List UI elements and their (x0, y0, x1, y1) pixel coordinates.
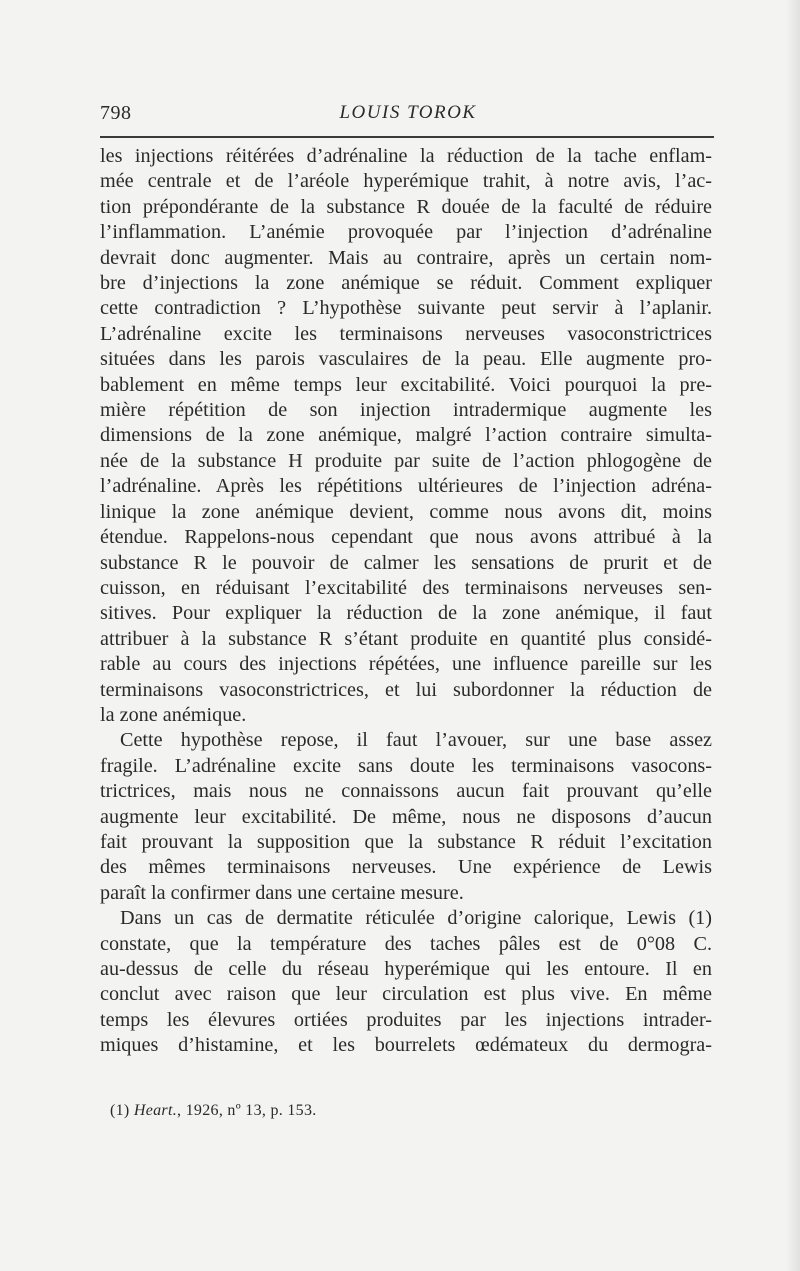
text-line: situées dans les parois vasculaires de la peau. Elle augmente pro- (100, 348, 712, 371)
text-line: trictrices, mais nous ne connaissons aucun fait prouvant qu’elle (100, 780, 712, 803)
running-head-author: LOUIS TOROK (339, 102, 477, 123)
running-head (100, 100, 716, 130)
text-line: devrait donc augmenter. Mais au contraire, après un certain nom- (100, 246, 712, 269)
text-line: sitives. Pour expliquer la réduction de la zone anémique, il faut (100, 602, 712, 625)
text-line: étendue. Rappelons-nous cependant que nous avons attribué à la (100, 526, 712, 549)
text-line: bre d’injections la zone anémique se réduit. Comment expliquer (100, 272, 712, 295)
text-line: paraît la confirmer dans une certaine mesure. (100, 881, 464, 904)
text-line: fait prouvant la supposition que la substance R réduit l’excitation (100, 830, 712, 853)
footnote-marker: (1) (110, 1102, 130, 1119)
text-line: L’adrénaline excite les terminaisons nerveuses vasoconstrictrices (100, 322, 712, 345)
text-line: linique la zone anémique devient, comme nous avons dit, moins (100, 500, 712, 523)
text-line: née de la substance H produite par suite de l’action phlogogène de (100, 449, 712, 472)
text-line: fragile. L’adrénaline excite sans doute les terminaisons vasocons- (100, 754, 712, 777)
text-line: miques d’histamine, et les bourrelets œdémateux du dermogra- (100, 1034, 712, 1057)
text-line: mée centrale et de l’aréole hyperémique trahit, à notre avis, l’ac- (100, 170, 712, 193)
text-line: cuisson, en réduisant l’excitabilité des terminaisons nerveuses sen- (100, 576, 712, 599)
text-line: la zone anémique. (100, 703, 247, 726)
footnote-citation: , 1926, nº 13, p. 153. (177, 1102, 317, 1119)
text-line: des mêmes terminaisons nerveuses. Une expérience de Lewis (100, 856, 712, 879)
text-line: attribuer à la substance R s’étant produite en quantité plus considé- (100, 627, 712, 650)
text-line: dimensions de la zone anémique, malgré l’action contraire simulta- (100, 424, 712, 447)
page-number: 798 (100, 102, 132, 124)
text-line: rable au cours des injections répétées, une influence pareille sur les (100, 653, 712, 676)
footnote (110, 1102, 317, 1120)
text-line: substance R le pouvoir de calmer les sensations de prurit et de (100, 551, 712, 574)
text-line: l’inflammation. L’anémie provoquée par l’injection d’adrénaline (100, 221, 712, 244)
text-line: l’adrénaline. Après les répétitions ultérieures de l’injection adréna- (100, 475, 712, 498)
text-line: augmente leur excitabilité. De même, nous ne disposons d’aucun (100, 805, 712, 828)
text-line: bablement en même temps leur excitabilité. Voici pourquoi la pre- (100, 373, 712, 396)
text-line: temps les élevures ortiées produites par les injections intrader- (100, 1008, 712, 1031)
text-line: conclut avec raison que leur circulation est plus vive. En même (100, 983, 712, 1006)
text-line: constate, que la température des taches pâles est de 0°08 C. (100, 932, 712, 955)
text-line: cette contradiction ? L’hypothèse suivante peut servir à l’aplanir. (100, 297, 712, 320)
text-line: Cette hypothèse repose, il faut l’avouer, sur une base assez (120, 729, 712, 752)
text-line: Dans un cas de dermatite réticulée d’origine calorique, Lewis (1) (120, 907, 712, 930)
page-edge-shadow (786, 0, 800, 1271)
footnote-journal: Heart. (133, 1102, 178, 1119)
text-line: mière répétition de son injection intradermique augmente les (100, 399, 712, 422)
header-rule (100, 136, 714, 138)
text-line: les injections réitérées d’adrénaline la réduction de la tache enflam- (100, 145, 712, 167)
text-line: tion prépondérante de la substance R douée de la faculté de réduire (100, 195, 712, 218)
text-line: terminaisons vasoconstrictrices, et lui subordonner la réduction de (100, 678, 712, 701)
body-text (100, 144, 712, 1059)
text-line: au-dessus de celle du réseau hyperémique qui les entoure. Il en (100, 958, 712, 980)
